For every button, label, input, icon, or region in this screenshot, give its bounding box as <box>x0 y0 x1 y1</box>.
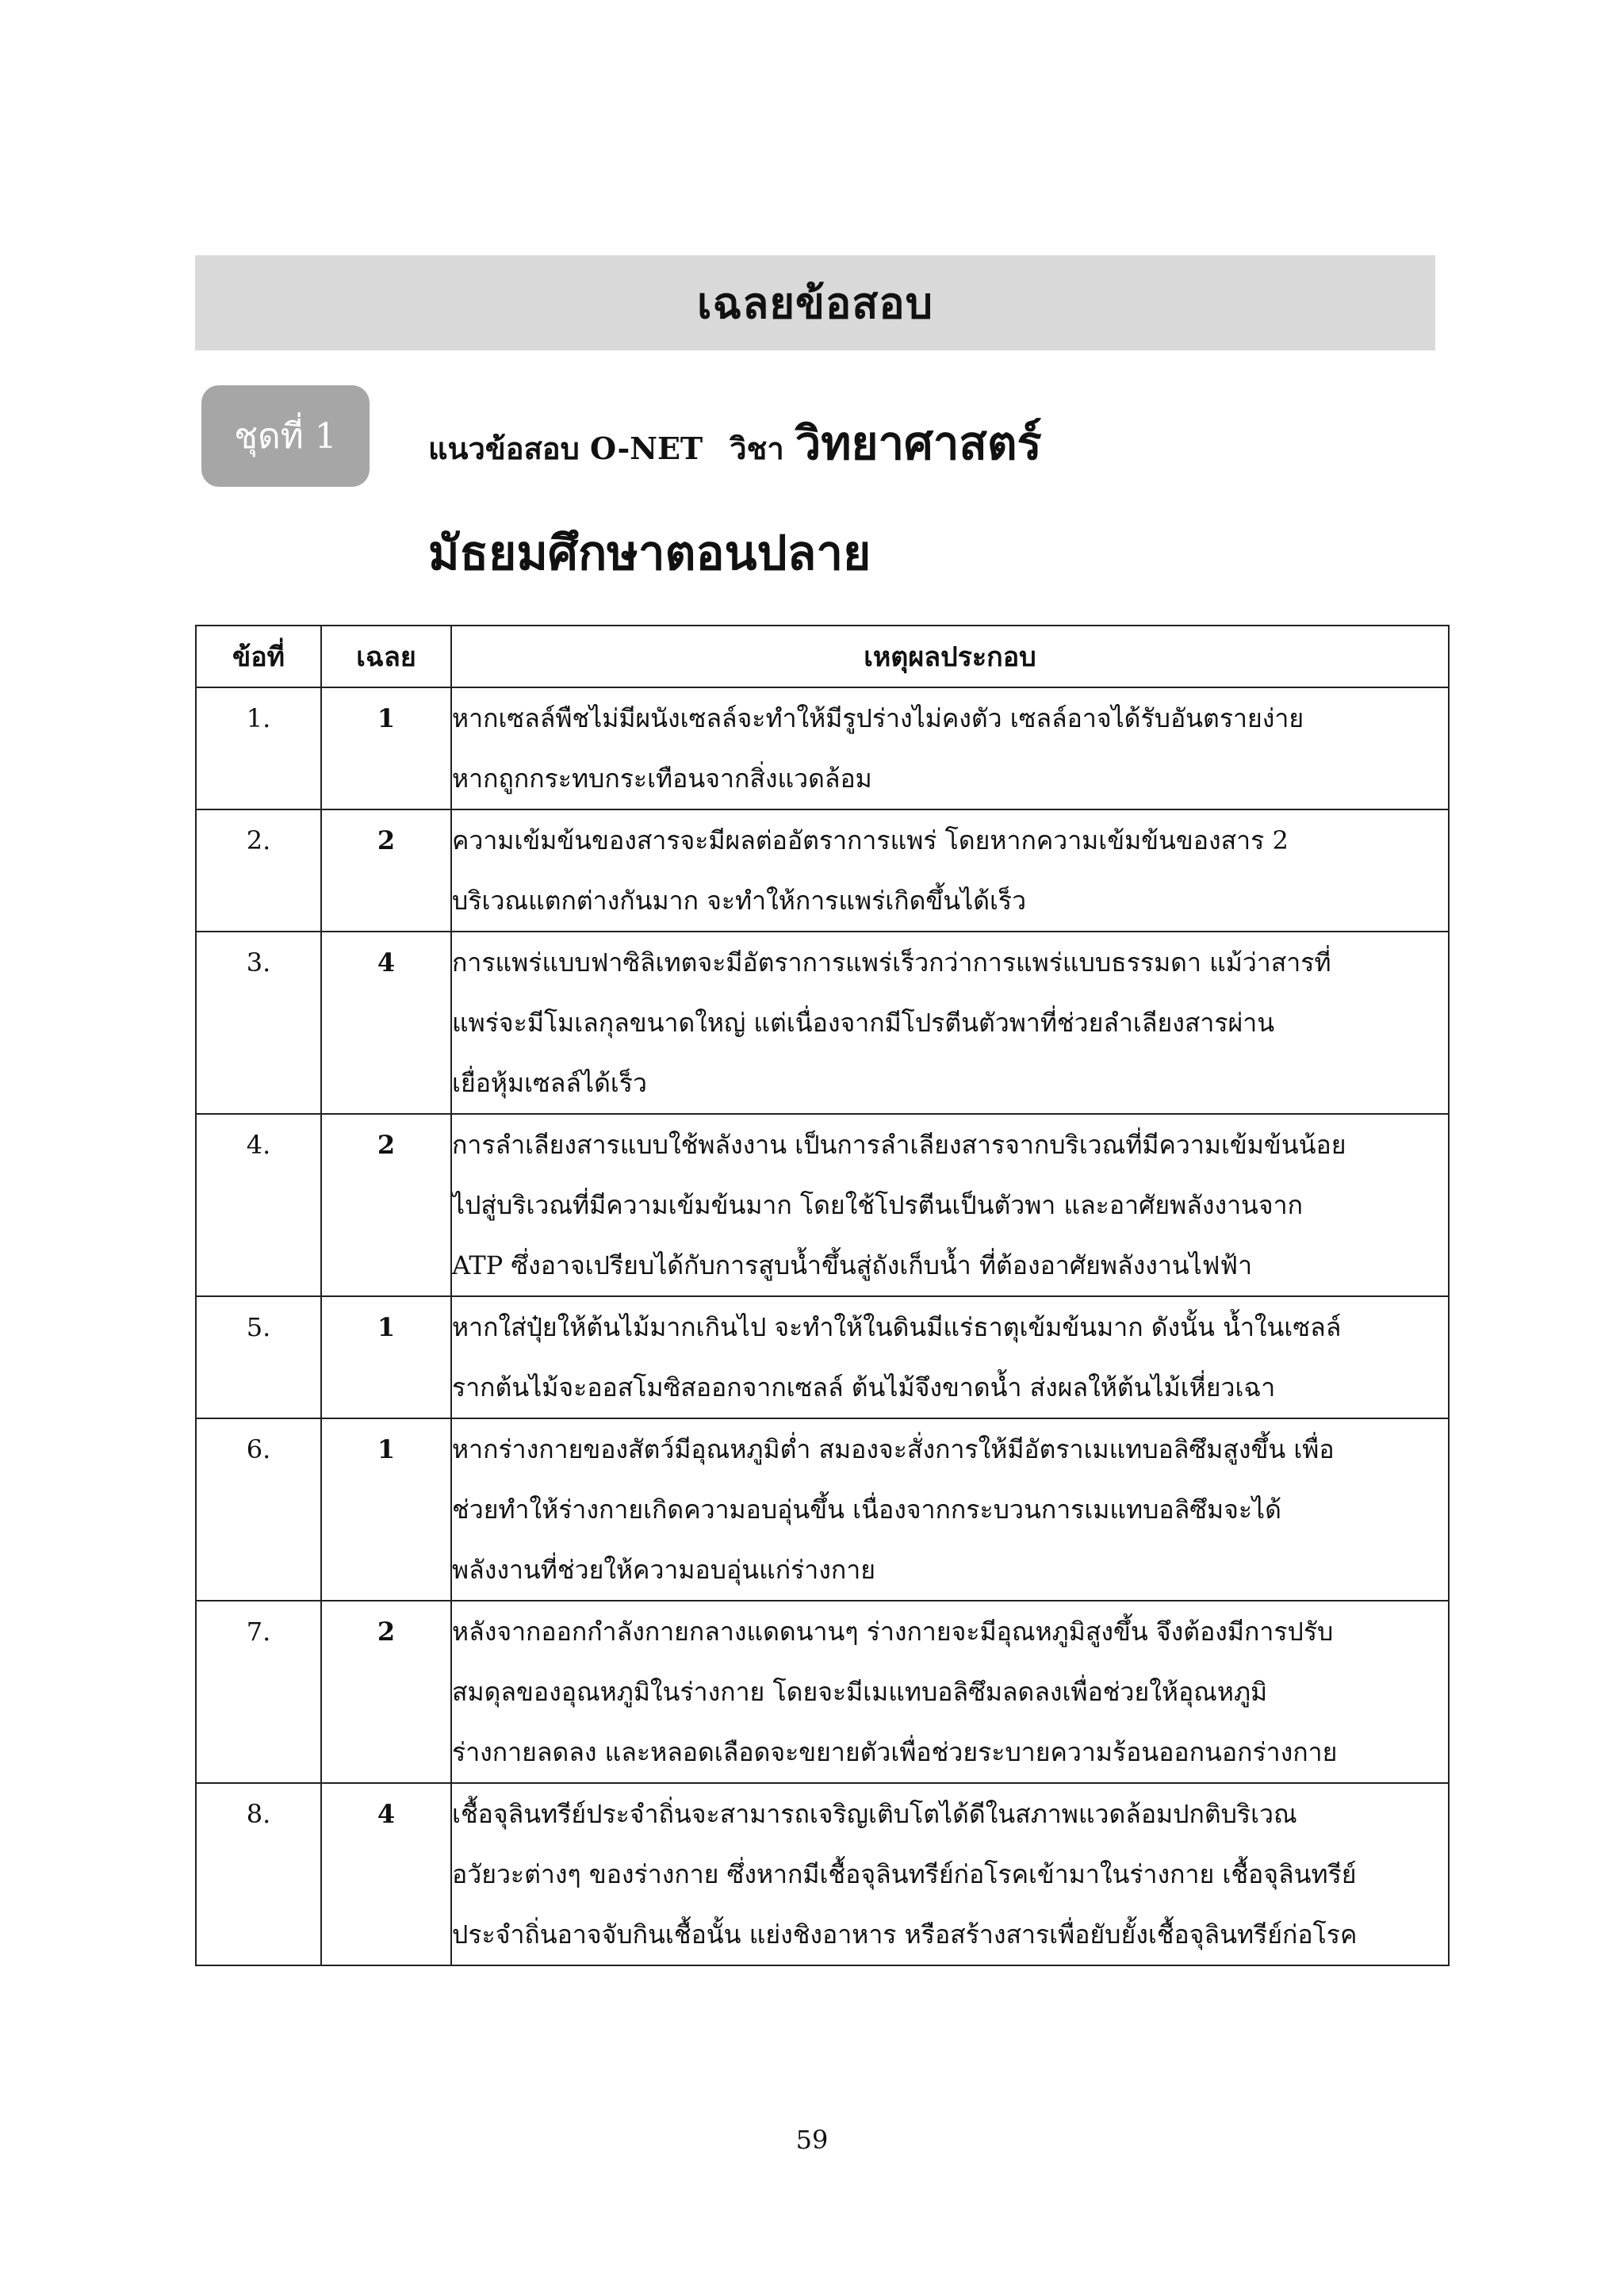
reason-line: หากถูกกระทบกระเทือนจากสิ่งแวดล้อม <box>452 763 872 794</box>
page-number: 59 <box>795 2125 829 2155</box>
reason-line: หากร่างกายของสัตว์มีอุณหภูมิต่ำ สมองจะสั่งการให้มีอัตราเมแทบอลิซึมสูงขึ้น เพื่อ <box>452 1434 1335 1464</box>
question-number: 6. <box>196 1418 321 1601</box>
reason-line: แพร่จะมีโมเลกุลขนาดใหญ่ แต่เนื่องจากมีโปรตีนตัวพาที่ช่วยลำเลียงสารผ่าน <box>452 1008 1275 1038</box>
table-row <box>196 1418 1449 1601</box>
reason-line: รากต้นไม้จะออสโมซิสออกจากเซลล์ ต้นไม้จึงขาดน้ำ ส่งผลให้ต้นไม้เหี่ยวเฉา <box>452 1372 1276 1402</box>
education-level: มัธยมศึกษาตอนปลาย <box>428 526 871 581</box>
answer-choice: 2 <box>321 809 451 932</box>
table-row <box>196 1114 1449 1296</box>
reason-line: หลังจากออกกำลังกายกลางแดดนานๆ ร่างกายจะมีอุณหภูมิสูงขึ้น จึงต้องมีการปรับ <box>452 1617 1334 1647</box>
answer-key-banner <box>195 255 1435 350</box>
reason-line: ไปสู่บริเวณที่มีความเข้มข้นมาก โดยใช้โปรตีนเป็นตัวพา และอาศัยพลังงานจาก <box>452 1190 1303 1220</box>
reason-line: การลำเลียงสารแบบใช้พลังงาน เป็นการลำเลียงสารจากบริเวณที่มีความเข้มข้นน้อย <box>452 1130 1346 1160</box>
table-row <box>196 687 1449 809</box>
answer-reason <box>451 687 1449 809</box>
set-badge: ชุดที่ 1 <box>201 385 370 487</box>
answer-reason <box>451 1601 1449 1783</box>
answer-table <box>195 625 1450 1966</box>
question-number: 4. <box>196 1114 321 1296</box>
question-number: 3. <box>196 932 321 1114</box>
header-question-no: ข้อที่ <box>196 626 321 687</box>
table-row <box>196 932 1449 1114</box>
answer-reason <box>451 932 1449 1114</box>
header-answer: เฉลย <box>321 626 451 687</box>
reason-line: หากใส่ปุ๋ยให้ต้นไม้มากเกินไป จะทำให้ในดินมีแร่ธาตุเข้มข้นมาก ดังนั้น น้ำในเซลล์ <box>452 1312 1342 1342</box>
table-row <box>196 1601 1449 1783</box>
reason-line: ร่างกายลดลง และหลอดเลือดจะขยายตัวเพื่อช่วยระบายความร้อนออกนอกร่างกาย <box>452 1737 1338 1767</box>
subject-prefix: วิชา <box>730 430 784 466</box>
answer-reason <box>451 1296 1449 1418</box>
page-title: เฉลยข้อสอบ <box>697 277 933 328</box>
reason-line: อวัยวะต่างๆ ของร่างกาย ซึ่งหากมีเชื้อจุลินทรีย์ก่อโรคเข้ามาในร่างกาย เชื้อจุลินทรีย์ <box>452 1859 1357 1889</box>
question-number: 1. <box>196 687 321 809</box>
reason-line: ประจำถิ่นอาจจับกินเชื้อนั้น แย่งชิงอาหาร หรือสร้างสารเพื่อยับยั้งเชื้อจุลินทรีย์ก่อโรค <box>452 1919 1358 1950</box>
reason-line: พลังงานที่ช่วยให้ความอบอุ่นแก่ร่างกาย <box>452 1555 875 1585</box>
answer-reason <box>451 809 1449 932</box>
reason-line: ความเข้มข้นของสารจะมีผลต่ออัตราการแพร่ โดยหากความเข้มข้นของสาร 2 <box>452 825 1289 855</box>
header-reason: เหตุผลประกอบ <box>451 626 1449 687</box>
table-row <box>196 1296 1449 1418</box>
answer-rows <box>196 687 1449 1965</box>
table-row <box>196 809 1449 932</box>
answer-choice: 1 <box>321 687 451 809</box>
reason-line: สมดุลของอุณหภูมิในร่างกาย โดยจะมีเมแทบอลิซึมลดลงเพื่อช่วยให้อุณหภูมิ <box>452 1677 1268 1707</box>
question-number: 5. <box>196 1296 321 1418</box>
answer-choice: 4 <box>321 1783 451 1965</box>
answer-choice: 2 <box>321 1114 451 1296</box>
exam-subtitle <box>428 406 1042 477</box>
reason-line: ช่วยทำให้ร่างกายเกิดความอบอุ่นขึ้น เนื่องจากกระบวนการเมแทบอลิซึมจะได้ <box>452 1494 1281 1525</box>
answer-reason <box>451 1114 1449 1296</box>
answer-choice: 4 <box>321 932 451 1114</box>
answer-choice: 2 <box>321 1601 451 1783</box>
table-header-row <box>196 626 1449 687</box>
reason-line: ATP ซึ่งอาจเปรียบได้กับการสูบน้ำขึ้นสู่ถังเก็บน้ำ ที่ต้องอาศัยพลังงานไฟฟ้า <box>452 1250 1253 1280</box>
question-number: 7. <box>196 1601 321 1783</box>
reason-line: บริเวณแตกต่างกันมาก จะทำให้การแพร่เกิดขึ้นได้เร็ว <box>452 886 1027 916</box>
table-row <box>196 1783 1449 1965</box>
answer-choice: 1 <box>321 1296 451 1418</box>
answer-reason <box>451 1418 1449 1601</box>
answer-reason <box>451 1783 1449 1965</box>
reason-line: หากเซลล์พืชไม่มีผนังเซลล์จะทำให้มีรูปร่างไม่คงตัว เซลล์อาจได้รับอันตรายง่าย <box>452 703 1304 733</box>
answer-choice: 1 <box>321 1418 451 1601</box>
question-number: 2. <box>196 809 321 932</box>
question-number: 8. <box>196 1783 321 1965</box>
reason-line: เยื่อหุ้มเซลล์ได้เร็ว <box>452 1068 647 1098</box>
reason-line: การแพร่แบบฟาซิลิเทตจะมีอัตราการแพร่เร็วกว่าการแพร่แบบธรรมดา แม้ว่าสารที่ <box>452 947 1331 978</box>
subject-name: วิทยาศาสตร์ <box>795 416 1042 470</box>
reason-line: เชื้อจุลินทรีย์ประจำถิ่นจะสามารถเจริญเติบโตได้ดีในสภาพแวดล้อมปกติบริเวณ <box>452 1799 1297 1829</box>
exam-label: แนวข้อสอบ O-NET <box>428 430 703 466</box>
